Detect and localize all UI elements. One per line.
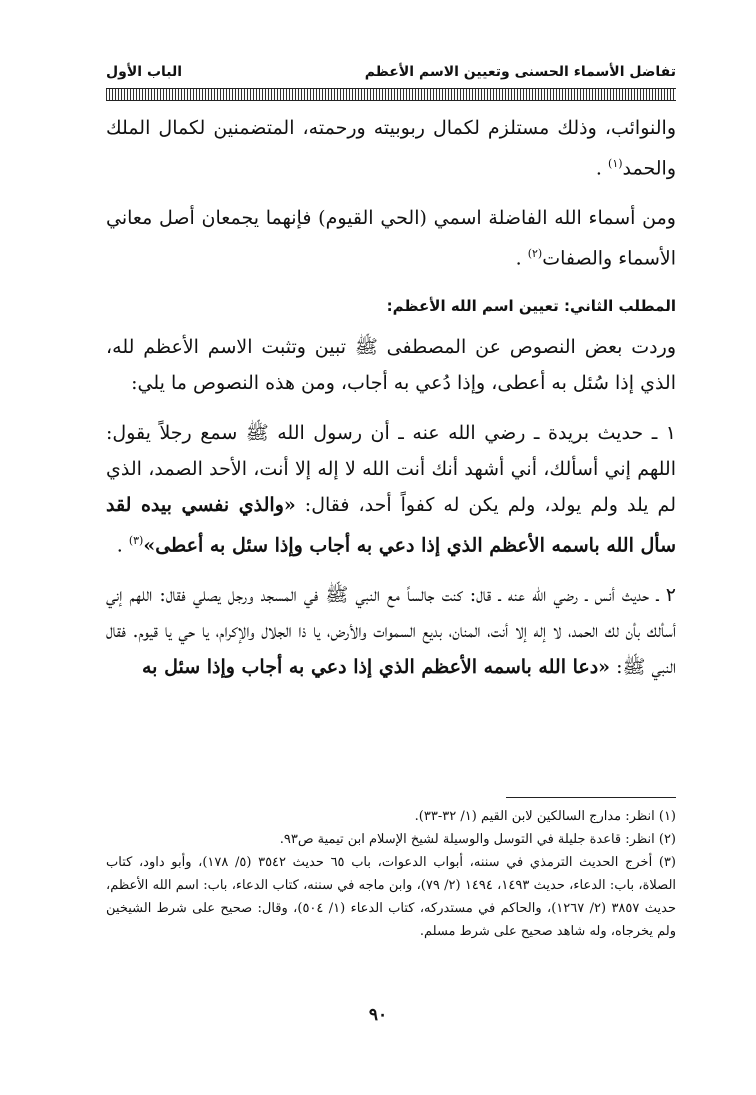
main-text: [106, 110, 676, 685]
hadith-quote-2: «دعا الله باسمه الأعظم الذي إذا دعي به أجاب وإذا سئل به: [141, 655, 611, 678]
header-divider: [106, 88, 676, 101]
footnote-ref-1[interactable]: (١): [608, 157, 623, 170]
paragraph-3: وردت بعض النصوص عن المصطفى ﷺ تبين وتثبت الاسم الأعظم لله، الذي إذا سُئل به أعطى، وإذا دُعي به أجاب، ومن هذه النصوص ما يلي:: [106, 335, 676, 394]
paragraph-1: والنوائب، وذلك مستلزم لكمال ربوبيته ورحمته، المتضمنين لكمال الملك والحمد$^{(١)}$ .: [106, 117, 676, 180]
section-heading: المطلب الثاني: تعيين اسم الله الأعظم:: [386, 296, 676, 315]
footnotes: [106, 805, 676, 943]
footnote-1: (١) انظر: مدارج السالكين لابن القيم (١/ ٣٢-٣٣).: [414, 809, 676, 824]
paragraph-5: ٢ ـ حديث أنس ـ رضي الله عنه ـ قال: كنت جالساً مع النبي ﷺ في المسجد ورجل يصلي فقال: اللهم إني أسألك بأن لك الحمد، لا إله إلا أنت، المنان، بديع السموات والأرض، يا ذا الجلال والإكرام، يا حي يا قيوم. فقال النبي ﷺ: «دعا الله باسمه الأعظم الذي إذا دعي به أجاب وإذا سئل به: [106, 583, 676, 678]
footnote-divider: [506, 797, 676, 798]
footnote-ref-2[interactable]: (٢): [527, 247, 543, 261]
chapter-title: الباب الأول: [106, 64, 183, 80]
hadith-quote-1: «والذي نفسي بيده لقد سأل الله باسمه الأعظم الذي إذا دعي به أجاب وإذا سئل به أعطى»: [106, 493, 676, 556]
footnote-2: (٢) انظر: قاعدة جليلة في التوسل والوسيلة لشيخ الإسلام ابن تيمية ص٩٣.: [279, 832, 676, 847]
footnote-ref-3[interactable]: (٣): [128, 533, 144, 547]
running-header: [106, 60, 676, 88]
book-title: تفاضل الأسماء الحسنى وتعيين الاسم الأعظم: [364, 64, 676, 80]
page-number: ٩٠: [368, 1005, 388, 1025]
paragraph-4: ١ ـ حديث بريدة ـ رضي الله عنه ـ أن رسول الله ﷺ سمع رجلاً يقول: اللهم إني أسألك، أني أشهد أنك أنت الله لا إله إلا أنت، الأحد الصمد، الذي لم يلد ولم يولد، ولم يكن له كفواً أحد، فقال: «والذي نفسي بيده لقد سأل الله باسمه الأعظم الذي إذا دعي به أجاب وإذا سئل به أعطى»$^{(٣)}$ .: [106, 421, 676, 556]
footnote-3: (٣) أخرج الحديث الترمذي في سننه، أبواب الدعوات، باب ٦٥ حديث ٣٥٤٢ (٥/ ١٧٨)، وأبو داود، كتاب الصلاة، باب: الدعاء، حديث ١٤٩٣، ١٤٩٤ (٢/ ٧٩)، وابن ماجه في سننه، كتاب الدعاء، باب: اسم الله الأعظم، حديث ٣٨٥٧ (٢/ ١٢٦٧)، والحاكم في مستدركه، كتاب الدعاء (١/ ٥٠٤)، وقال: صحيح على شرط الشيخين ولم يخرجاه، وله شاهد صحيح على شرط مسلم.: [106, 855, 677, 939]
paragraph-2: ومن أسماء الله الفاضلة اسمي (الحي القيوم) فإنهما يجمعان أصل معاني الأسماء والصفات$^{(٢)}$ .: [106, 207, 676, 270]
